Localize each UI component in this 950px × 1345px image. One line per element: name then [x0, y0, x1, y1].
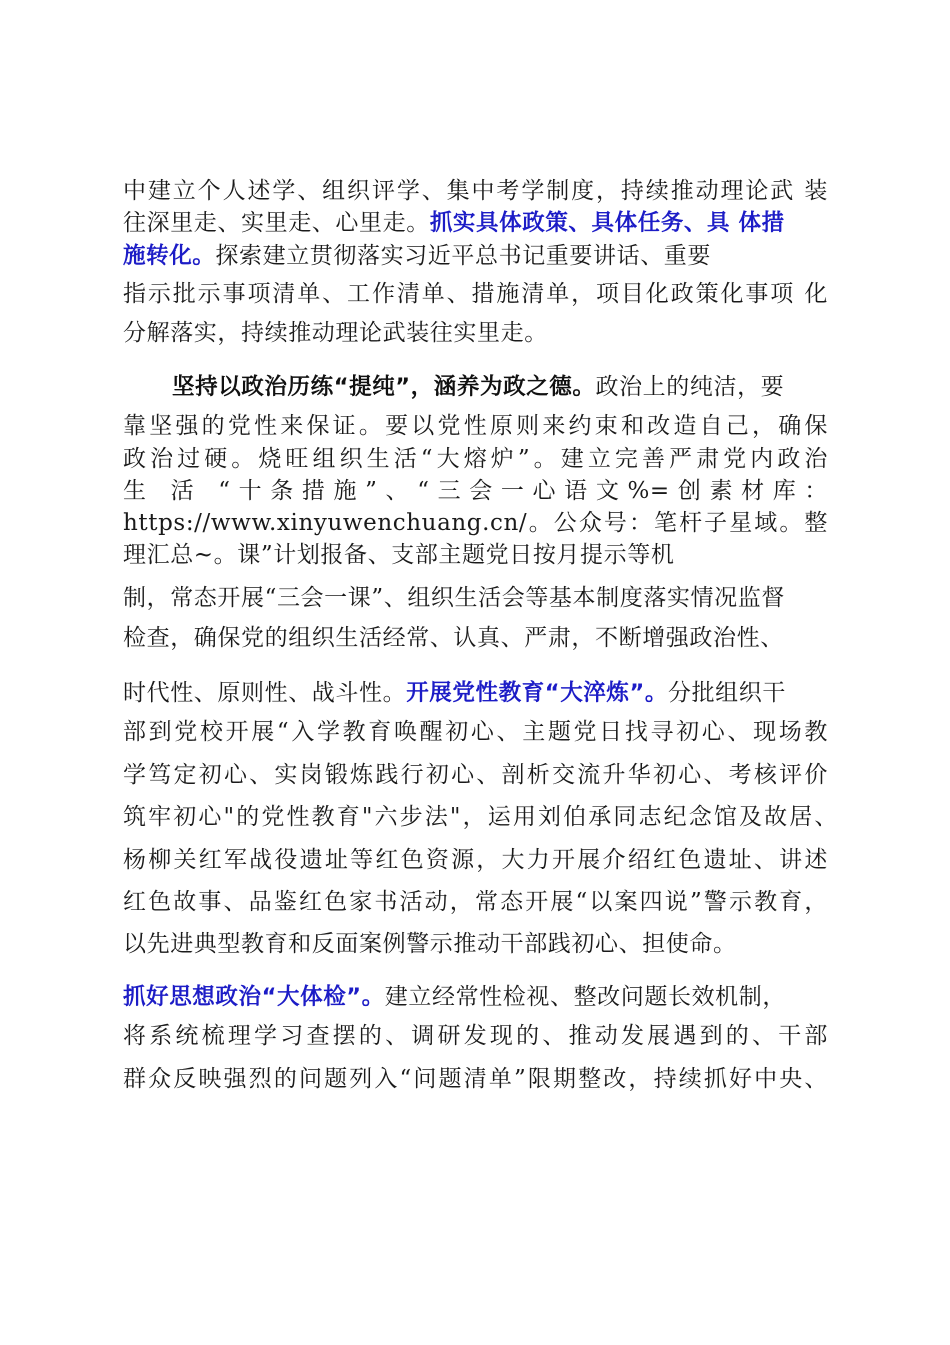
section-heading: 施转化。	[123, 243, 216, 269]
body-text: 建立经常性检视、整改问题长效机制，	[384, 984, 786, 1010]
text-line: 学笃定初心、实岗锻炼践行初心、剖析交流升华初心、考核评价	[123, 762, 828, 788]
text-line: 将系统梳理学习查摆的、调研发现的、推动发展遇到的、干部	[123, 1023, 828, 1049]
text-line	[123, 982, 786, 1012]
text-line: 生 活 “十条措施”、“三会一心语文%=创素材库：	[123, 478, 828, 504]
text-line: 靠坚强的党性来保证。要以党性原则来约束和改造自己，确保	[123, 413, 828, 439]
body-text: 往深里走、实里走、心里走。	[123, 210, 430, 236]
body-text: 政治上的纯洁，要	[595, 374, 785, 400]
text-line	[123, 208, 785, 238]
text-line: 筑牢初心"的党性教育"六步法"，运用刘伯承同志纪念馆及故居、	[123, 804, 838, 830]
text-line	[172, 372, 784, 402]
section-heading: 抓实具体政策、具体任务、具 体措	[429, 210, 785, 236]
text-line: 群众反映强烈的问题列入“问题清单”限期整改，持续抓好中央、	[123, 1066, 828, 1092]
text-line: 理汇总~。课”计划报备、支部主题党日按月提示等机	[123, 542, 675, 568]
body-text: 分批组织干	[667, 680, 786, 706]
text-line: 指示批示事项清单、工作清单、措施清单，项目化政策化事项 化	[123, 281, 828, 307]
text-line: 政治过硬。烧旺组织生活“大熔炉”。建立完善严肃党内政治	[123, 446, 828, 472]
text-line: 制，常态开展“三会一课”、组织生活会等基本制度落实情况监督	[123, 585, 785, 611]
section-heading: 抓好思想政治“大体检”。	[123, 984, 385, 1010]
text-line: https://www.xinyuwenchuang.cn/。公众号：笔杆子星域。整	[123, 510, 828, 536]
section-heading: 开展党性教育“大淬炼”。	[406, 680, 668, 706]
text-line: 检查，确保党的组织生活经常、认真、严肃，不断增强政治性、	[123, 625, 784, 651]
text-line	[123, 678, 786, 708]
text-line: 杨柳关红军战役遗址等红色资源，大力开展介绍红色遗址、讲述	[123, 847, 828, 873]
text-line: 以先进典型教育和反面案例警示推动干部践初心、担使命。	[123, 931, 737, 957]
body-text: 探索建立贯彻落实习近平总书记重要讲话、重要	[215, 243, 712, 269]
text-line: 分解落实，持续推动理论武装往实里走。	[123, 320, 548, 346]
text-line: 红色故事、品鉴红色家书活动，常态开展“以案四说”警示教育，	[123, 889, 828, 915]
text-line	[123, 241, 711, 271]
section-heading: 坚持以政治历练“提纯”，涵养为政之德。	[172, 374, 596, 400]
body-text: 时代性、原则性、战斗性。	[123, 680, 407, 706]
text-line: 中建立个人述学、组织评学、集中考学制度，持续推动理论武 装	[123, 178, 828, 204]
text-line: 部到党校开展“入学教育唤醒初心、主题党日找寻初心、现场教	[123, 719, 828, 745]
